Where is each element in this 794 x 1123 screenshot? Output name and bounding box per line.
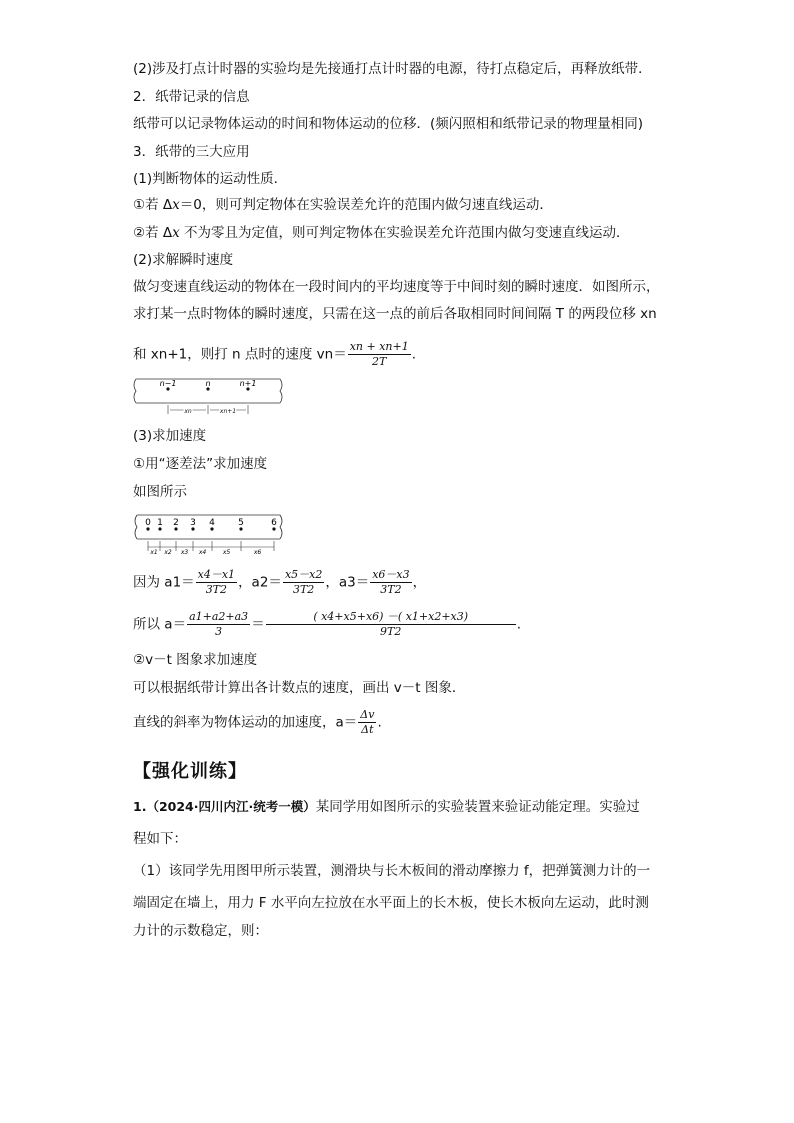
- formula-line: 直线的斜率为物体运动的加速度，a＝ $\frac{\Delta v}{\Delta t}$ .: [133, 708, 382, 736]
- question-source: 1.（2024·四川内江·统考一模）: [133, 799, 316, 814]
- fraction-denominator: 3T2: [205, 583, 228, 596]
- fraction-denominator: 3T2: [292, 583, 315, 596]
- text-line: 做匀变速直线运动的物体在一段时间内的平均速度等于中间时刻的瞬时速度．如图所示，: [133, 279, 660, 295]
- text-line: 力计的示数稳定，则：: [133, 923, 268, 939]
- section-title: 【强化训练】: [133, 761, 247, 782]
- dot-label: 2: [173, 518, 179, 528]
- dot-label: n−1: [159, 379, 177, 388]
- segment-label: x2: [164, 549, 172, 556]
- fraction-denominator: Δt: [361, 723, 374, 736]
- fraction: [370, 568, 411, 597]
- tape-figure-2: [130, 510, 290, 558]
- fraction: [266, 610, 516, 639]
- fraction: [187, 610, 250, 639]
- dot-label: 0: [145, 518, 151, 528]
- text-line: 端固定在墙上，用力 F 水平向左拉放在水平面上的长木板，使长木板向左运动，此时测: [133, 895, 649, 911]
- segment-label: xn: [184, 408, 192, 415]
- text-line: 可以根据纸带计算出各计数点的速度，画出 v－t 图象．: [133, 680, 466, 696]
- fraction-numerator: xn + xn+1: [349, 340, 409, 353]
- text-run: 和 xn+1，则打 n 点时的速度 vn＝: [133, 346, 347, 363]
- fraction-denominator: 9T2: [380, 625, 402, 638]
- fraction-numerator: Δv: [360, 708, 375, 721]
- dot-label: 5: [238, 518, 244, 528]
- tape-figure-1: [130, 376, 290, 418]
- text-line: 程如下：: [133, 831, 187, 847]
- text-run: 某同学用如图所示的实验装置来验证动能定理。实验过: [315, 799, 640, 815]
- fraction-numerator: a1+a2+a3: [189, 610, 249, 623]
- fraction-numerator: x5－x2: [284, 568, 323, 581]
- text-line: (2)涉及打点计时器的实验均是先接通打点计时器的电源，待打点稳定后，再释放纸带．: [133, 61, 652, 77]
- question-line: [133, 798, 640, 816]
- segment-label: x3: [180, 549, 189, 556]
- dot-label: 3: [190, 518, 196, 528]
- fraction: [196, 568, 237, 597]
- text-line: [133, 224, 630, 242]
- formula-line: [133, 568, 426, 597]
- text-run: 直线的斜率为物体运动的加速度，a＝: [133, 714, 358, 731]
- text-line: （1）该同学先用图甲所示装置，测滑块与长木板间的滑动摩擦力 f，把弹簧测力计的一: [133, 863, 651, 879]
- text-line: 如图所示: [133, 484, 187, 500]
- segment-label: x5: [222, 549, 231, 556]
- section-heading: 2．纸带记录的信息: [133, 89, 250, 105]
- text-line: 纸带可以记录物体运动的时间和物体运动的位移．(频闪照相和纸带记录的物理量相同): [133, 116, 644, 132]
- text-line: (1)判断物体的运动性质．: [133, 171, 288, 187]
- text-run: 所以 a＝: [133, 616, 187, 633]
- dot-label: 6: [271, 518, 277, 528]
- fraction: [358, 708, 376, 737]
- text-line: ②v－t 图象求加速度: [133, 652, 258, 668]
- formula-line: 所以 a＝ $\frac{a1+a2+a3}{3}$ ＝ $\frac{( x4+x5+x6) -( x1+x2+x3)}{9T2}$ .: [133, 610, 521, 638]
- section-heading: 3．纸带的三大应用: [133, 144, 250, 160]
- text-run: ，a3＝: [325, 574, 370, 591]
- variable: x: [172, 197, 180, 213]
- text-run: 因为 a1＝: [133, 574, 195, 591]
- segment-label: x4: [198, 549, 207, 556]
- text-run: ，a2＝: [238, 574, 282, 591]
- text-line: (2)求解瞬时速度: [133, 252, 234, 268]
- text-line: [133, 196, 553, 214]
- fraction: [348, 340, 411, 369]
- text-line: 求打某一点时物体的瞬时速度，只需在这一点的前后各取相同时间间隔 T 的两段位移 xn: [133, 306, 657, 322]
- text-run: ＝: [251, 616, 265, 633]
- text-run: ，: [412, 574, 427, 591]
- fraction-numerator: x4－x1: [197, 568, 236, 581]
- dot-label: 1: [157, 518, 163, 528]
- fraction-denominator: 2T: [372, 355, 387, 368]
- text-run: ①若 Δ: [133, 197, 173, 213]
- text-run: ＝0，则可判定物体在实验误差允许的范围内做匀速直线运动．: [179, 197, 553, 213]
- segment-label: xn+1: [219, 408, 237, 415]
- fraction-denominator: 3: [215, 625, 223, 638]
- dot-label: 4: [209, 518, 215, 528]
- text-line: ①用“逐差法”求加速度: [133, 456, 268, 472]
- fraction-denominator: 3T2: [380, 583, 402, 596]
- text-run: ②若 Δ: [133, 225, 173, 241]
- formula-line: 和 xn+1，则打 n 点时的速度 vn＝ $\frac{xn + xn+1}{2T}$ .: [133, 340, 417, 368]
- fraction-numerator: x6－x3: [372, 568, 410, 581]
- fraction-numerator: ( x4+x5+x6) －( x1+x2+x3): [266, 610, 516, 625]
- dot-label: n+1: [239, 379, 257, 388]
- fraction: [283, 568, 324, 597]
- text-line: (3)求加速度: [133, 428, 207, 444]
- segment-label: x6: [253, 549, 262, 556]
- text-run: 不为零且为定值，则可判定物体在实验误差允许范围内做匀变速直线运动．: [179, 225, 630, 241]
- variable: x: [172, 225, 180, 241]
- segment-label: x1: [150, 549, 158, 556]
- dot-label: n: [205, 379, 211, 388]
